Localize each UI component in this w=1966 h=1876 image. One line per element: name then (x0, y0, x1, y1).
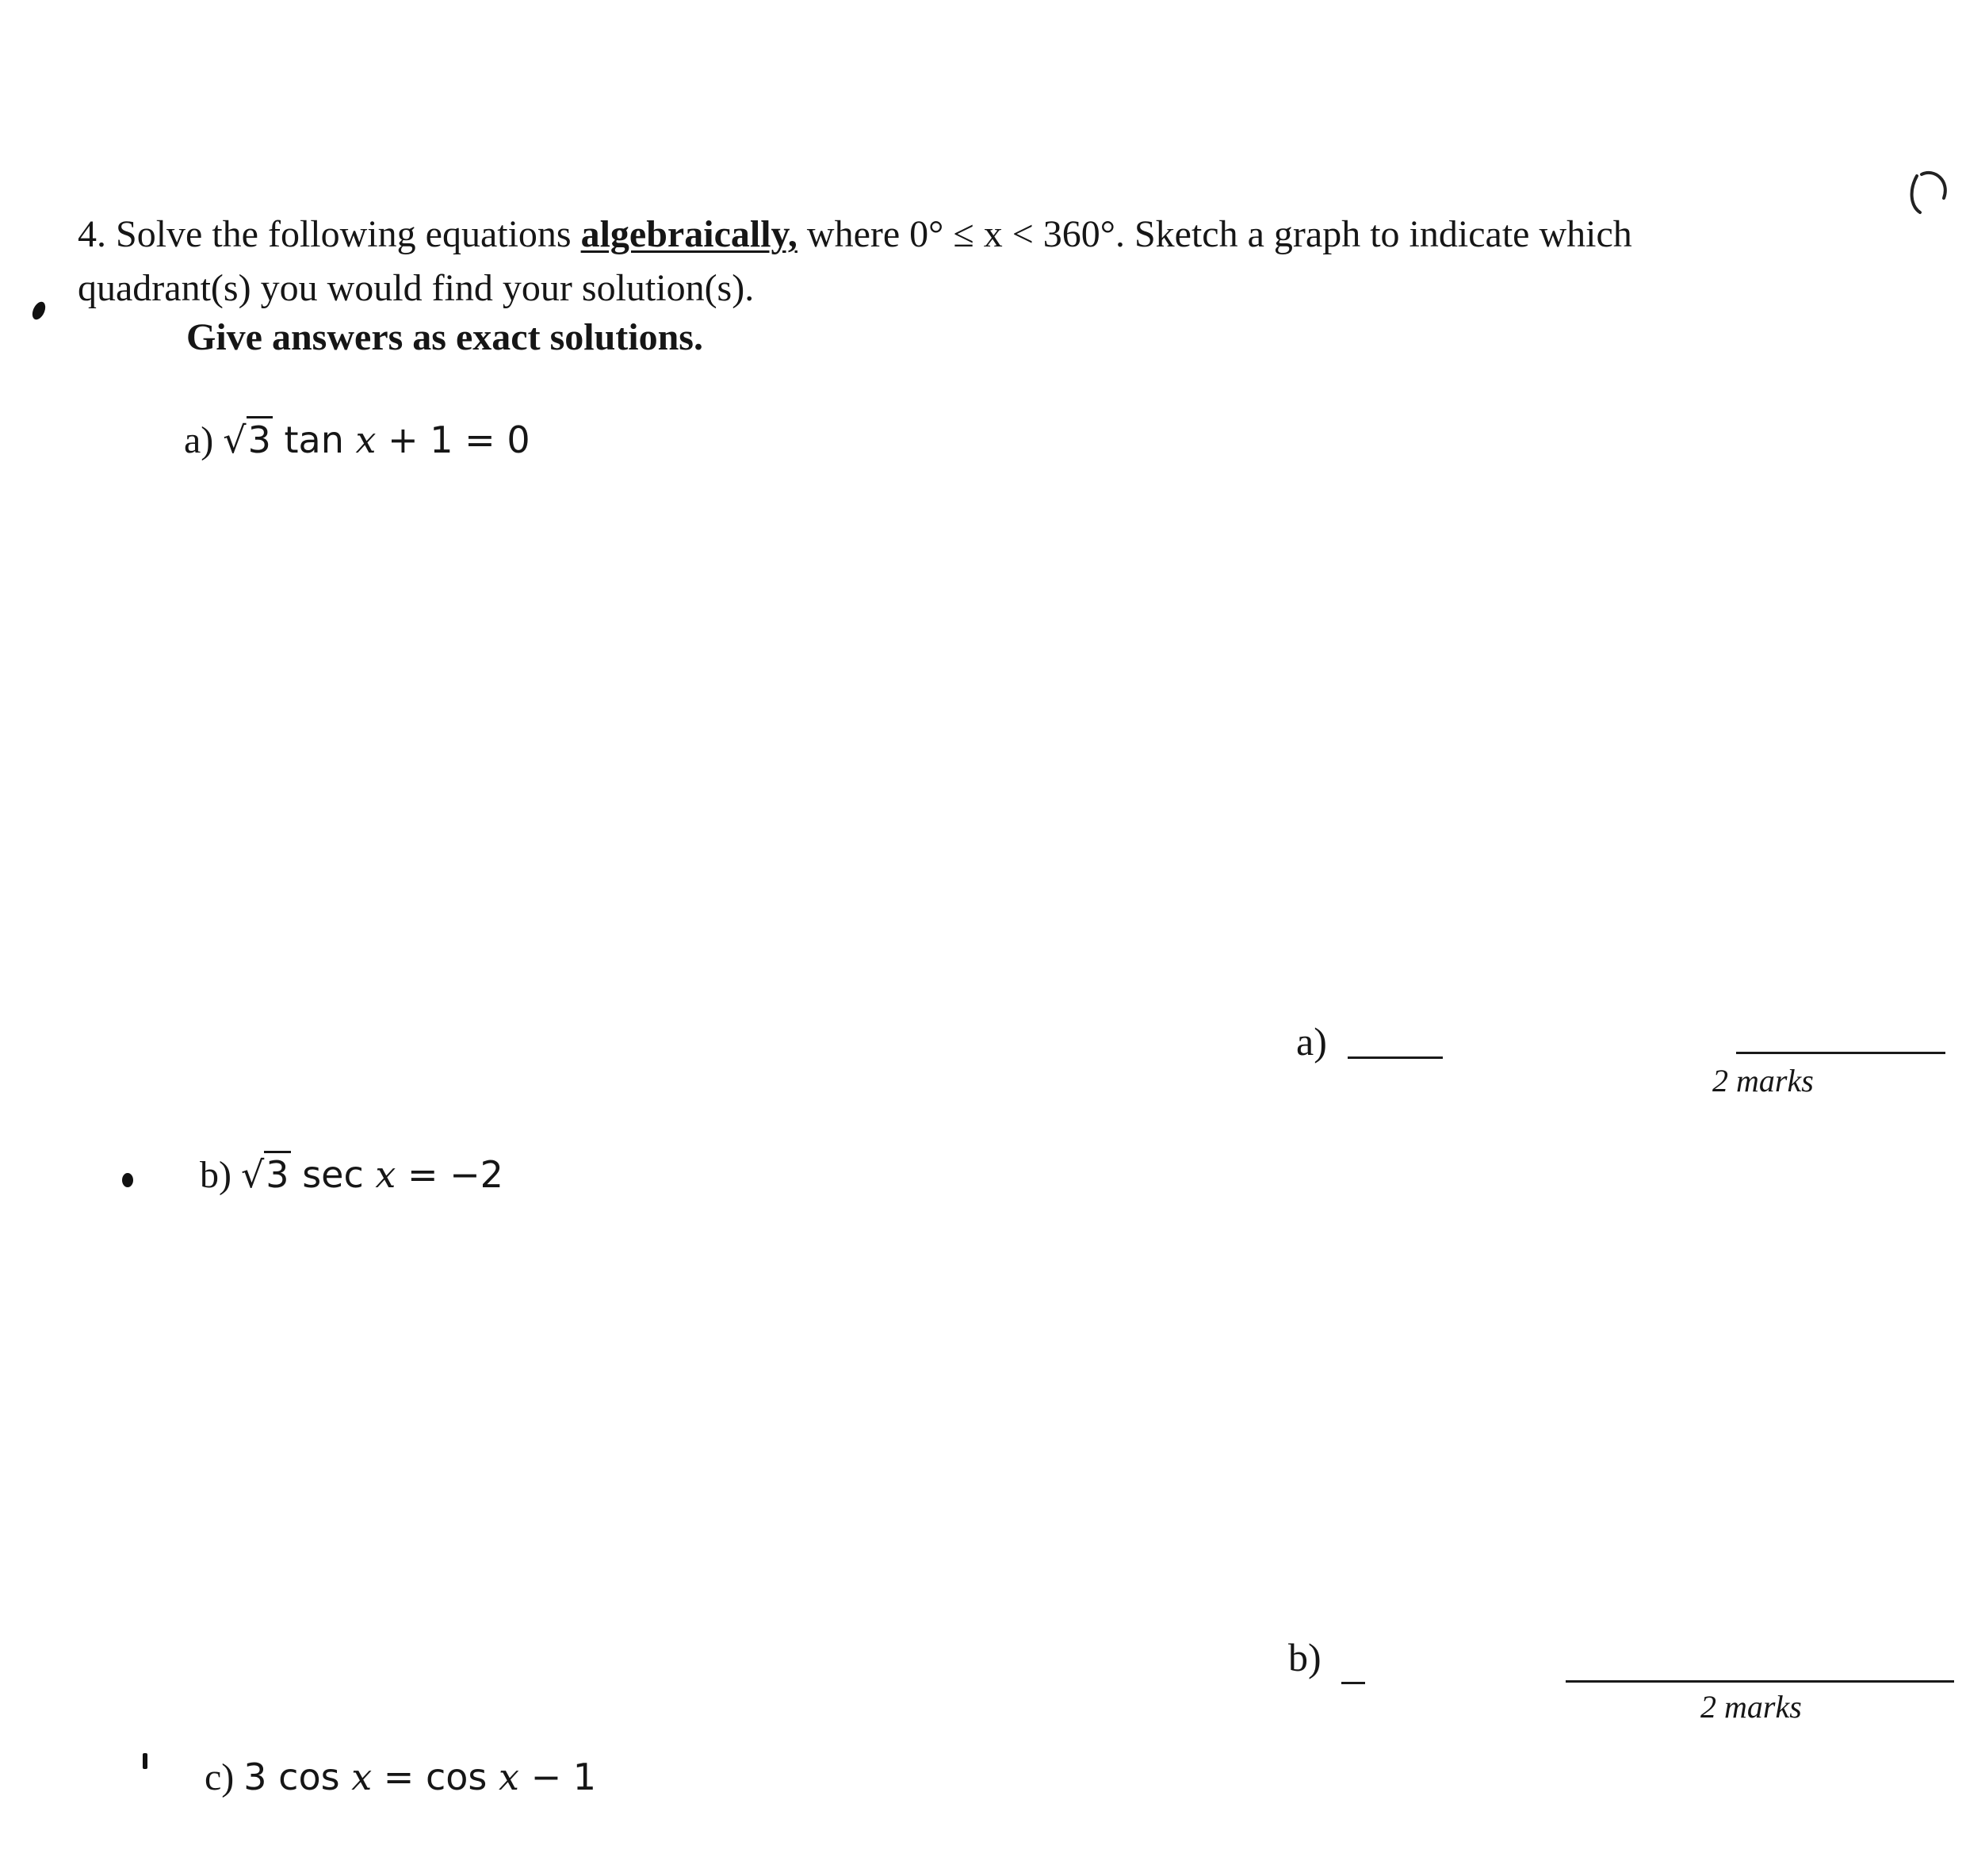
question-intro: Solve the following equations (116, 213, 572, 255)
answer-b-line-start (1341, 1682, 1365, 1684)
method-emphasis: algebraically, (580, 213, 797, 255)
margin-mark (143, 1753, 147, 1769)
part-a-radicand: 3 (247, 416, 273, 461)
part-a-rhs: + 1 = 0 (388, 418, 530, 461)
part-b-label: b) (200, 1154, 231, 1196)
corner-scribble-icon (1903, 166, 1958, 230)
answer-b-marks: 2 marks (1700, 1689, 1802, 1725)
part-b-var: x (375, 1153, 396, 1196)
question-instruction: Give answers as exact solutions. (186, 316, 703, 358)
part-a-var: x (355, 418, 377, 461)
part-c-post: − 1 (530, 1756, 597, 1798)
answer-a-marks: 2 marks (1712, 1063, 1814, 1098)
part-c-equation (205, 1756, 596, 1799)
question-number: 4. (78, 213, 106, 255)
part-c-lhs: 3 cos (243, 1756, 340, 1798)
question-line-2: quadrant(s) you would find your solution(s). (78, 267, 755, 309)
answer-a-line-start (1348, 1056, 1443, 1059)
part-c-var-2: x (499, 1756, 519, 1798)
question-line-1 (78, 212, 1632, 256)
part-a-label: a) (184, 419, 214, 461)
answer-b-label: b) (1288, 1635, 1322, 1679)
answer-b-line (1566, 1680, 1954, 1683)
answer-a-label: a) (1296, 1019, 1327, 1064)
part-c-label: c) (205, 1756, 235, 1798)
question-domain: where 0° ≤ x < 360°. Sketch a graph to indicate which (806, 213, 1632, 255)
part-a-equation: a) √3 tan x + 1 = 0 (184, 418, 530, 462)
part-b-rhs: = −2 (407, 1153, 503, 1196)
margin-mark (30, 300, 48, 322)
part-b-equation: b) √3 sec x = −2 (200, 1153, 503, 1197)
part-b-func: sec (302, 1153, 364, 1196)
margin-mark (122, 1173, 133, 1187)
part-c-mid: = cos (383, 1756, 488, 1798)
part-c-var-1: x (351, 1756, 373, 1798)
part-b-radicand: 3 (264, 1151, 290, 1196)
answer-a-line (1736, 1052, 1945, 1054)
part-a-func: tan (284, 418, 344, 461)
